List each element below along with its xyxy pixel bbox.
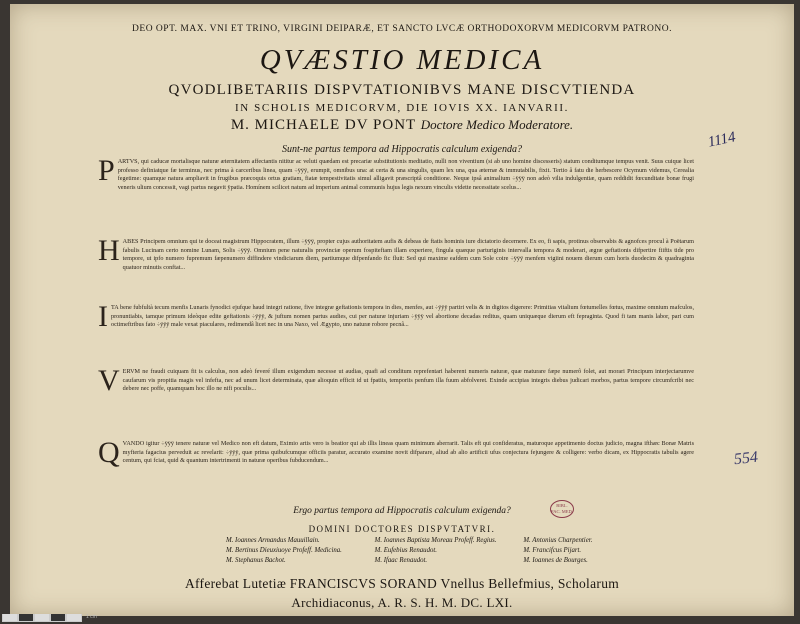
doctor-name: M. Bertinus Dieuxiuoye Profeff. Medicina. (226, 547, 342, 554)
drop-cap: I (98, 300, 108, 333)
scale-ruler (2, 614, 82, 622)
subtitle-line-2: IN SCHOLIS MEDICORVM, DIE IOVIS XX. IANVARII. (235, 102, 569, 114)
document-page (10, 4, 794, 616)
handwritten-number-margin: 554 (733, 448, 759, 469)
dedication: DEO OPT. MAX. VNI ET TRINO, VIRGINI DEIPARÆ, ET SANCTO LVCÆ ORTHODOXORVM MEDICORVM PATRONO. (132, 24, 672, 34)
paragraph-3 (98, 300, 694, 368)
paragraph-text: VANDO igitur ÷ÿÿÿ tenere naturæ vel Medico non eft datum, Eximio artis vero is beatior qui ab illis lineas quam minimum aberrarit. Talis eft qui confideratus, maturoque appetimento doctus judicio, magna ifthæc Bonæ Matris myfteria fagacius perveduit ac revelarit: ÷ÿÿÿ, quæ prima quibufcumque officiis paratur, accurato examine novit difparare, aliud ab alio artificii ufus conjectura fejungere & colligere: verbo dicam, ex Hippocratis tabulis agere centum, qui fciat, quid & quantum intertrimenti in naturæ operibus fubducendum... (122, 440, 694, 465)
paragraph-1 (98, 154, 694, 232)
moderator-name: M. MICHAELE DV PONT (230, 117, 416, 133)
library-stamp: BIBL. FAC. MED. (550, 500, 574, 518)
drop-cap: V (98, 364, 120, 397)
handwritten-number: 1114 (706, 129, 738, 151)
doctor-name: M. Stephanus Bachot. (226, 557, 286, 564)
paragraph-4 (98, 364, 694, 440)
drop-cap: Q (98, 436, 120, 469)
paragraph-5 (98, 436, 694, 506)
ruler-label: 1 cm (86, 614, 97, 620)
subtitle-line-1: QVODLIBETARIIS DISPVTATIONIBVS MANE DISCVTIENDA (168, 82, 636, 98)
doctor-name: M. Ioannes de Bourges. (523, 557, 588, 564)
moderator-role: Doctore Medico Moderatore. (420, 117, 574, 132)
doctor-name: M. Ioannes Baptista Moreau Profeff. Regius. (374, 537, 497, 544)
thesis-question: Sunt-ne partus tempora ad Hippocratis calculum exigenda? (282, 144, 522, 155)
moderator-line (10, 117, 794, 134)
doctor-name: M. Francifcus Pijart. (523, 547, 582, 554)
paragraph-text: ABES Principem omnium qui te doceat magistrum Hippocratem, illum ÷ÿÿÿ, propter cujus authoritatem aufis & debeas de ftatis hominis iure dictatorio decernere. Ex eo, fi sapis, protinus observabis & agnofces procul à Poëtarum fabulis Lucinam certo nomine Lunam, Solis ÷ÿÿÿ. Omnium pene naturalis provinciæ operum fospiteftam illam experiere, fingula quæque parturiginis intervalla tempora & moderari, ægræ geftationis difpertire fiiftis tide pro tempore, ut ipfo numero fupremum fæpenumero diffindere vindiciarum diem, partiumque difpenfando fic fluit: Sed qui maxime eafdem cum Sole coire ÷ÿÿÿ menfem vigiini nouem dierum cum horis duodecim & quadraginta quatuor minutis conftat... (122, 238, 694, 271)
imprint-line-1: Afferebat Lutetiæ FRANCISCVS SORAND Vnellus Bellefmius, Scholarum (184, 576, 620, 591)
paragraph-text: ARTVS, qui caducæ mortalisque naturæ æternitatem affectantis nititur ac veluti quædam est precariæ substitutionis meditatio, nulli non viventium (si ab uno homine discesseris) statum conditumque tempus venit. Suus cuique licet professo definiatque fæ terminus, nec prima à carceribus linea, quam ÷ÿÿÿ, erumpit, omnibus una: at certa & una singulis, quam lex una, qua æternæ & immutabilis, fixit. Tertio â fatu die herbescere Ocymum videmus, Cerealia fegetime: quamque natura ampliavit in frugibus præcoquis ortus gratiam, fiatæ tempestivitatis simul alligavit præscriptâ conditione. Neque ipsâ animalium ÷ÿÿÿ non adeò vilia indulgentiæ, quam reddidit fœcunditate bonæ frugi veneris ulium concessit, vagi partus negavit ÿpatia. Homínem scilicet natum ad imperium animal communis hujus legis nexum vinculis vidette necessitate scelus... (117, 158, 694, 191)
drop-cap: H (98, 234, 120, 267)
drop-cap: P (98, 154, 115, 187)
doctor-name: M. Ifaac Renaudot. (374, 557, 428, 564)
conclusion: Ergo partus tempora ad Hippocratis calculum exigenda? (293, 506, 511, 516)
paragraph-text: ERVM ne fraudi cuiquam fit is calculus, non adeò feveré illum exigendum necesse ut audias, quafi ad conditum reprefentari haberent numeris naturæ, quæ maturare fæpe numerô folet, aut morari Principum interjectarumve caufarum vis propitia magis vel infefta, nec ad unum licet determinata, quæ alioquin efficit id ut fpatiis, temporiis penfum illa fuum abfolveret. Exinde accipias integris diebus judicari morbos, partus tempore circumfcribi nec debere nec poffe, quamquam hoc illo ne nifi poculis... (122, 368, 694, 393)
paragraph-2 (98, 234, 694, 302)
doctor-name: M. Ioannes Armandus Mauuillain. (226, 537, 320, 544)
imprint-line-2: Archidiaconus, A. R. S. H. M. DC. LXI. (291, 595, 513, 610)
doctors-heading: DOMINI DOCTORES DISPVTATVRI. (308, 524, 496, 534)
document-title: QVÆSTIO MEDICA (259, 44, 545, 76)
doctors-list (226, 536, 666, 566)
paragraph-text: TA bene fubfultà tecum menfis Lunaris fynodici ejufque haud integri ratione, five integræ geftationis tempora in dies, menfes, aut ÷ÿÿÿ partiri velis & in digitos digerere: Primitias vitalium fœtumelles fœtus, maxime omnium mafculos, pronuntiabis, tamque primum ideòque edite geftationis ÷ÿÿÿ, & juftum nomen partus audies, cui per naturæ injuriam ÷ÿÿÿ vel abortione decadas reditus, quam uniquæque dierum eft fepraginta. Quod fi tam manis labor, pari cum octimeftribus fato ÷ÿÿÿ male vexat piaculares, redimendâ licet nec in una Naxo, vel Ægypto, uno naturæ robore pecnâ... (111, 304, 694, 329)
doctor-name: M. Eufebius Renaudot. (374, 547, 437, 554)
doctor-name: M. Antonius Charpentier. (523, 537, 593, 544)
